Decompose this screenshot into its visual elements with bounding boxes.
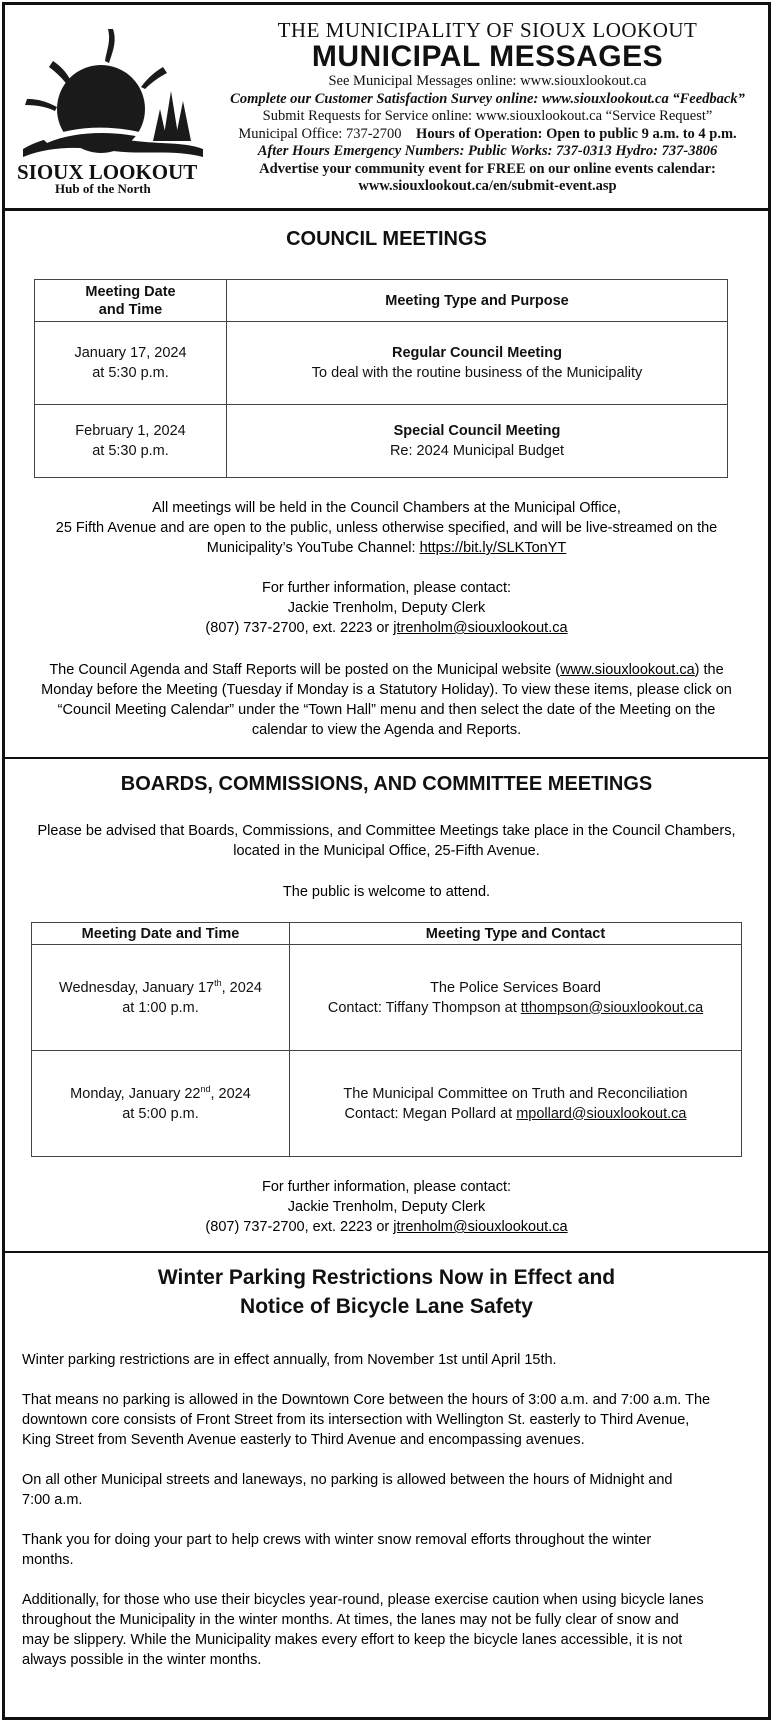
column-header-date: Meeting Date and Time — [35, 280, 227, 322]
paragraph: Thank you for doing your part to help crews with winter snow removal efforts throughout the winter months. — [22, 1532, 652, 1568]
survey-line: Complete our Customer Satisfaction Survey online: www.siouxlookout.ca “Feedback” — [230, 90, 745, 107]
sioux-lookout-logo — [13, 21, 211, 193]
council-table — [34, 279, 728, 478]
paragraph: Winter parking restrictions are in effect annually, from November 1st until April 15th. — [22, 1352, 557, 1368]
column-header-type: Meeting Type and Purpose — [227, 280, 728, 322]
publication-title: MUNICIPAL MESSAGES — [311, 40, 664, 73]
council-meetings-section — [5, 208, 768, 759]
public-welcome: The public is welcome to attend. — [282, 884, 491, 900]
advertise-line: Advertise your community event for FREE on our online events calendar: — [259, 160, 716, 177]
masthead-text — [215, 19, 760, 196]
table-header-row — [32, 923, 742, 945]
meeting-date-cell: January 17, 2024 at 5:30 p.m. — [35, 322, 227, 405]
meeting-date-cell: Monday, January 22nd, 2024 at 5:00 p.m. — [32, 1051, 290, 1157]
logo-wordmark: SIOUX LOOKOUT — [17, 160, 198, 184]
events-url[interactable]: www.siouxlookout.ca/en/submit-event.asp — [358, 178, 617, 194]
meeting-type-cell: The Police Services Board Contact: Tiffany Thompson at tthompson@siouxlookout.ca — [290, 945, 742, 1051]
meeting-date-cell: Wednesday, January 17th, 2024 at 1:00 p.m. — [32, 945, 290, 1051]
boards-intro: Please be advised that Boards, Commissions, and Committee Meetings take place in the Council Chambers, located in the Municipal Office, 25-Fifth Avenue. — [37, 823, 736, 859]
logo-graphic-icon — [13, 21, 211, 193]
online-line: See Municipal Messages online: www.siouxlookout.ca — [328, 73, 647, 89]
requests-line: Submit Requests for Service online: www.siouxlookout.ca “Service Request” — [262, 108, 713, 124]
office-hours: Hours of Operation: Open to public 9 a.m. to 4 p.m. — [416, 125, 737, 142]
table-row — [32, 1051, 742, 1157]
boards-section — [5, 759, 768, 1253]
contact-email-link[interactable]: tthompson@siouxlookout.ca — [520, 999, 704, 1016]
council-title: COUNCIL MEETINGS — [286, 228, 487, 250]
location-note: All meetings will be held in the Council Chambers at the Municipal Office, 25 Fifth Avenue and are open to the public, unless otherwise specified, and will be live-streamed on the Municipality’s YouTube Channel: https://bit.ly/SLKTonYT — [55, 500, 718, 556]
meeting-type-cell: The Municipal Committee on Truth and Reconciliation Contact: Megan Pollard at mpollard@siouxlookout.ca — [290, 1051, 742, 1157]
emergency-line: After Hours Emergency Numbers: Public Works: 737-0313 Hydro: 737-3806 — [257, 143, 718, 159]
boards-contact: For further information, please contact: Jackie Trenholm, Deputy Clerk (807) 737-2700, ext. 2223 or jtrenholm@siouxlookout.ca — [205, 1179, 568, 1235]
office-phone: Municipal Office: 737-2700 — [238, 125, 402, 142]
winter-parking-section — [5, 1253, 768, 1721]
contact-email-link[interactable]: mpollard@siouxlookout.ca — [516, 1105, 687, 1122]
paragraph: On all other Municipal streets and laneways, no parking is allowed between the hours of Midnight and 7:00 a.m. — [22, 1472, 673, 1508]
meeting-type-cell: Special Council Meeting Re: 2024 Municipal Budget — [227, 405, 728, 478]
table-row — [35, 322, 728, 405]
paragraph: That means no parking is allowed in the Downtown Core between the hours of 3:00 a.m. and 7:00 a.m. The downtown core consists of Front Street from its intersection with Wellington St. easterly to Third Avenue, King Street from Seventh Avenue easterly to Third Avenue and encompassing avenues. — [22, 1392, 711, 1448]
table-row — [32, 945, 742, 1051]
logo-tagline: Hub of the North — [55, 181, 151, 193]
winter-title: Winter Parking Restrictions Now in Effect and Notice of Bicycle Lane Safety — [157, 1266, 616, 1318]
boards-table — [31, 922, 742, 1157]
column-header-date: Meeting Date and Time — [32, 923, 290, 945]
municipality-name: THE MUNICIPALITY OF SIOUX LOOKOUT — [277, 18, 698, 42]
paragraph: Additionally, for those who use their bicycles year-round, please exercise caution when using bicycle lanes throughout the Municipality in the winter months. At times, the lanes may not be fully clear of snow and may be slippery. While the Municipality makes every effort to keep the bicycle lanes accessible, it is not always possible in the winter months. — [22, 1592, 704, 1668]
office-line — [215, 126, 760, 144]
contact-email-link[interactable]: jtrenholm@siouxlookout.ca — [393, 1219, 568, 1235]
table-row — [35, 405, 728, 478]
boards-title: BOARDS, COMMISSIONS, AND COMMITTEE MEETINGS — [120, 773, 653, 795]
agenda-note: The Council Agenda and Staff Reports will be posted on the Municipal website (www.siouxlookout.ca) the Monday before the Meeting (Tuesday if Monday is a Statutory Holiday). To view these items, please click on “Council Meeting Calendar” under the “Town Hall” menu and then select the date of the Meeting on the calendar to view the Agenda and Reports. — [41, 662, 732, 738]
page-frame — [2, 2, 771, 1720]
website-link[interactable]: www.siouxlookout.ca — [560, 662, 695, 678]
meeting-date-cell: February 1, 2024 at 5:30 p.m. — [35, 405, 227, 478]
winter-body — [22, 1350, 757, 1670]
contact-email-link[interactable]: jtrenholm@siouxlookout.ca — [393, 620, 568, 636]
table-header-row — [35, 280, 728, 322]
column-header-type: Meeting Type and Contact — [290, 923, 742, 945]
council-contact: For further information, please contact: Jackie Trenholm, Deputy Clerk (807) 737-2700, ext. 2223 or jtrenholm@siouxlookout.ca — [205, 580, 568, 636]
youtube-link[interactable]: https://bit.ly/SLKTonYT — [419, 540, 567, 556]
masthead — [5, 5, 768, 211]
meeting-type-cell: Regular Council Meeting To deal with the routine business of the Municipality — [227, 322, 728, 405]
